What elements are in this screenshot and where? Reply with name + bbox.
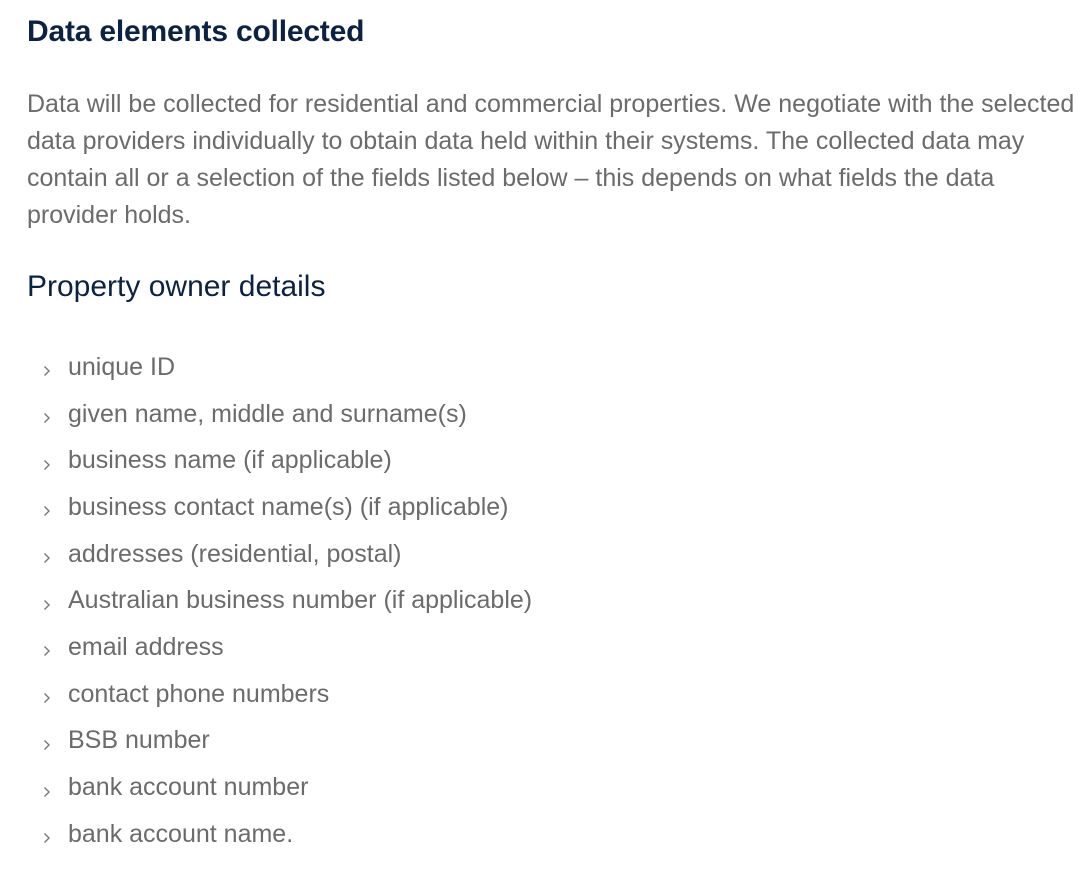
list-item-label: email address xyxy=(68,632,224,661)
list-item-label: BSB number xyxy=(68,726,210,755)
list-item-label: business contact name(s) (if applicable) xyxy=(68,492,509,521)
intro-paragraph: Data will be collected for residential and commercial properties. We negotiate with the selected data providers individually to obtain data held within their systems. The collected data may contain all or a selection of the fields listed below – this depends on what fields the data provider holds. xyxy=(27,90,1075,229)
list-item xyxy=(40,577,532,624)
list-item xyxy=(40,531,532,578)
list-item xyxy=(40,718,532,765)
list-item xyxy=(40,764,532,811)
list-item xyxy=(40,811,532,858)
section-title: Property owner details xyxy=(27,270,326,303)
field-list xyxy=(40,344,532,858)
list-item xyxy=(40,437,532,484)
list-item-label: Australian business number (if applicable) xyxy=(68,586,533,615)
chevron-right-icon xyxy=(40,739,54,751)
chevron-right-icon xyxy=(40,786,54,798)
list-item xyxy=(40,624,532,671)
chevron-right-icon xyxy=(40,645,54,657)
chevron-right-icon xyxy=(40,692,54,704)
list-item-label: bank account number xyxy=(68,773,309,802)
list-item xyxy=(40,484,532,531)
chevron-right-icon xyxy=(40,505,54,517)
list-item xyxy=(40,671,532,718)
chevron-right-icon xyxy=(40,412,54,424)
chevron-right-icon xyxy=(40,832,54,844)
list-item-label: addresses (residential, postal) xyxy=(68,539,402,568)
page-title: Data elements collected xyxy=(27,15,365,48)
list-item xyxy=(40,391,532,438)
list-item-label: contact phone numbers xyxy=(68,679,330,708)
list-item-label: given name, middle and surname(s) xyxy=(68,399,467,428)
chevron-right-icon xyxy=(40,599,54,611)
chevron-right-icon xyxy=(40,365,54,377)
chevron-right-icon xyxy=(40,552,54,564)
list-item-label: unique ID xyxy=(68,352,176,381)
list-item-label: bank account name. xyxy=(68,819,294,848)
chevron-right-icon xyxy=(40,459,54,471)
list-item xyxy=(40,344,532,391)
list-item-label: business name (if applicable) xyxy=(68,446,392,475)
